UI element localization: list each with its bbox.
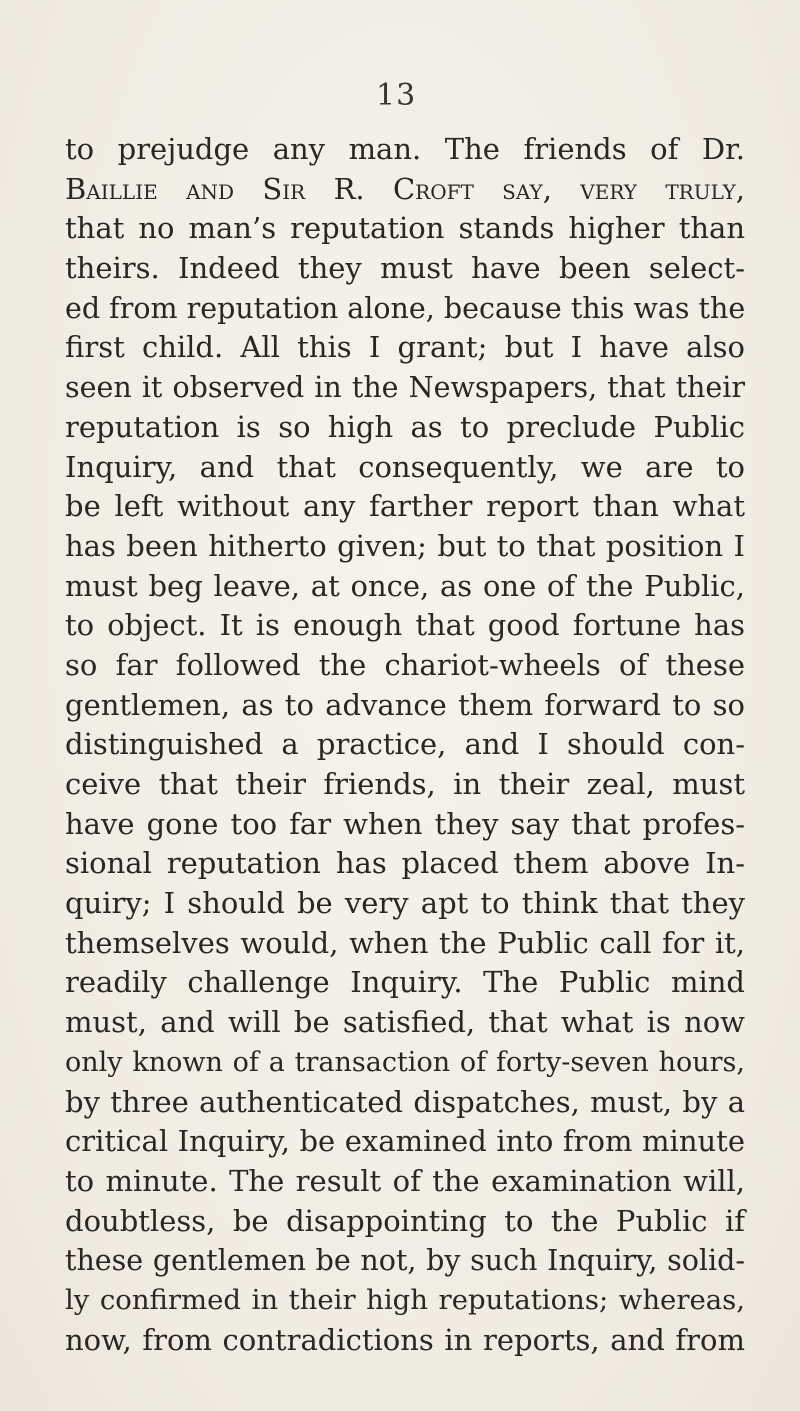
text-line: that no man’s reputation stands higher than xyxy=(65,211,745,246)
text-line: doubtless, be disappointing to the Public if xyxy=(65,1203,745,1238)
text-line: readily challenge Inquiry. The Public mind xyxy=(65,965,745,1000)
text-line: only known of a transaction of forty-seven hours, xyxy=(65,1046,745,1078)
text-line: critical Inquiry, be examined into from minute xyxy=(65,1124,745,1159)
text-line: has been hitherto given; but to that position I xyxy=(65,528,745,563)
text-line: to minute. The result of the examination will, xyxy=(65,1163,745,1198)
text-line: themselves would, when the Public call for it, xyxy=(65,925,745,960)
text-line: to object. It is enough that good fortune has xyxy=(65,608,745,643)
text-line: Inquiry, and that consequently, we are to xyxy=(65,449,745,484)
text-line: to prejudge any man. The friends of Dr. xyxy=(65,132,745,166)
text-line: be left without any farther report than what xyxy=(65,489,745,524)
text-line: sional reputation has placed them above In- xyxy=(65,846,745,881)
text-line: must beg leave, at once, as one of the Public, xyxy=(65,568,745,603)
text-line: distinguished a practice, and I should con- xyxy=(65,727,745,762)
text-line: theirs. Indeed they must have been select- xyxy=(65,251,745,286)
page-number: 13 xyxy=(376,78,417,113)
text-line: so far followed the chariot-wheels of these xyxy=(65,647,745,682)
text-line: ly confirmed in their high reputations; whereas, xyxy=(65,1283,745,1316)
text-line: these gentlemen be not, by such Inquiry, solid- xyxy=(65,1244,745,1278)
text-line: have gone too far when they say that profes- xyxy=(65,806,745,841)
text-line: first child. All this I grant; but I have also xyxy=(65,330,745,365)
text-line: must, and will be satisfied, that what is now xyxy=(65,1005,745,1040)
text-line: quiry; I should be very apt to think that they xyxy=(65,886,745,921)
text-line: ceive that their friends, in their zeal, must xyxy=(65,767,745,801)
text-line: Baillie and Sir R. Croft say, very truly, xyxy=(65,171,745,206)
text-line: now, from contradictions in reports, and from xyxy=(65,1322,745,1357)
text-line: gentlemen, as to advance them forward to so xyxy=(65,687,745,722)
body-text xyxy=(65,130,745,1360)
text-line: reputation is so high as to preclude Public xyxy=(65,409,745,444)
text-line: by three authenticated dispatches, must, by a xyxy=(65,1084,745,1119)
text-line: ed from reputation alone, because this was the xyxy=(65,291,746,325)
text-line: seen it observed in the Newspapers, that their xyxy=(65,371,745,405)
